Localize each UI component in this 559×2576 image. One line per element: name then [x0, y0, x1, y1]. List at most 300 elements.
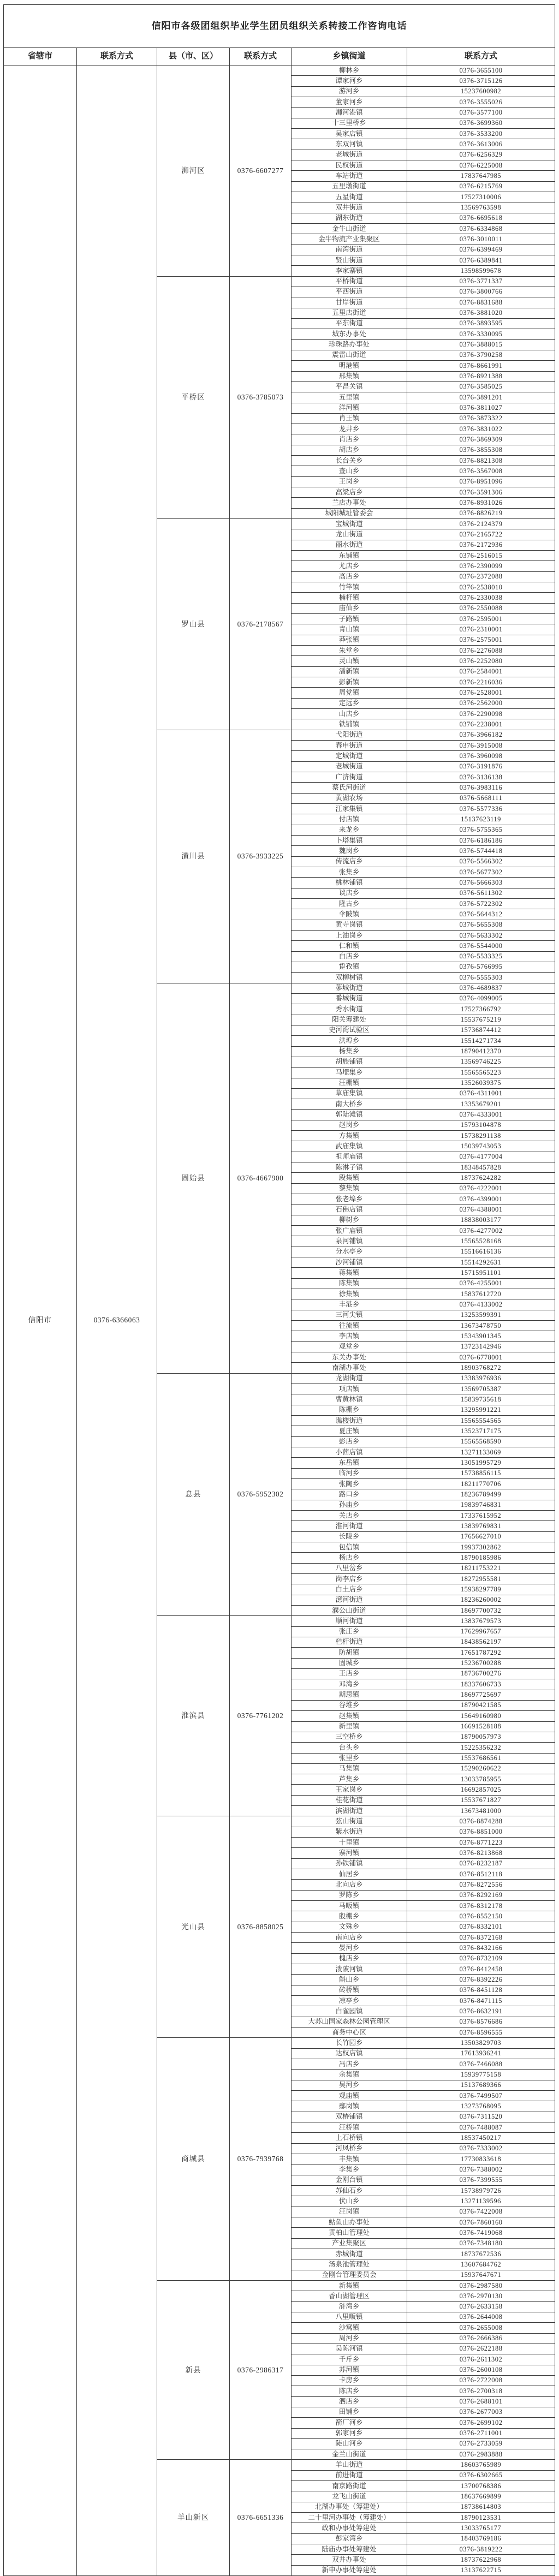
township-phone-cell: 18537450217	[407, 2133, 555, 2143]
township-phone-cell: 18738614803	[407, 2502, 555, 2512]
township-phone-cell: 0376-7399555	[407, 2175, 555, 2185]
county-name-cell: 羊山新区	[157, 2460, 230, 2576]
township-phone-cell: 0376-6334868	[407, 223, 555, 234]
township-phone-cell: 0376-2733059	[407, 2438, 555, 2449]
county-phone-cell: 0376-3785073	[230, 276, 292, 519]
township-name-cell: 泼陂河镇	[292, 1964, 407, 1975]
township-name-cell: 观庙镇	[292, 2091, 407, 2101]
township-phone-cell: 17527366792	[407, 1004, 555, 1015]
township-name-cell: 查山乡	[292, 466, 407, 476]
township-phone-cell: 13295991221	[407, 1405, 555, 1415]
township-name-cell: 踅孜镇	[292, 962, 407, 972]
township-name-cell: 平桥街道	[292, 276, 407, 287]
township-name-cell: 箭厂河乡	[292, 2418, 407, 2428]
township-name-cell: 蒋集镇	[292, 1268, 407, 1278]
county-phone-cell: 0376-3933225	[230, 730, 292, 983]
township-name-cell: 南京路街道	[292, 2481, 407, 2491]
township-name-cell: 弋阳街道	[292, 730, 407, 740]
township-name-cell: 五里墩街道	[292, 181, 407, 192]
township-phone-cell: 0376-4277002	[407, 1226, 555, 1236]
township-name-cell: 赤城街道	[292, 2249, 407, 2259]
township-phone-cell: 19839746831	[407, 1500, 555, 1510]
township-name-cell: 桂花街道	[292, 1795, 407, 1805]
township-name-cell: 子路镇	[292, 614, 407, 624]
township-name-cell: 黄寺岗镇	[292, 920, 407, 930]
township-phone-cell: 15839735618	[407, 1394, 555, 1405]
township-name-cell: 李店镇	[292, 1331, 407, 1341]
township-name-cell: 蓼城街道	[292, 983, 407, 993]
township-name-cell: 临河乡	[292, 1468, 407, 1478]
county-name-cell: 平桥区	[157, 276, 230, 519]
township-name-cell: 殷棚乡	[292, 1911, 407, 1922]
township-phone-cell: 0376-3567008	[407, 466, 555, 476]
township-phone-cell: 15137623119	[407, 814, 555, 825]
township-name-cell: 谯楼街道	[292, 1416, 407, 1426]
township-phone-cell: 0376-3790258	[407, 350, 555, 360]
township-phone-cell: 0376-2516015	[407, 551, 555, 561]
county-name-cell: 固始县	[157, 983, 230, 1373]
township-phone-cell: 0376-2711001	[407, 2428, 555, 2438]
township-name-cell: 竹竿镇	[292, 582, 407, 593]
township-name-cell: 泉河铺镇	[292, 1236, 407, 1247]
township-name-cell: 项店镇	[292, 1384, 407, 1394]
township-name-cell: 沙河铺镇	[292, 1257, 407, 1268]
contact-table-body	[4, 65, 555, 2576]
township-name-cell: 五里店街道	[292, 308, 407, 318]
township-name-cell: 定城街道	[292, 751, 407, 761]
township-name-cell: 龙湖街道	[292, 1373, 407, 1384]
township-phone-cell: 13353679201	[407, 1099, 555, 1110]
township-phone-cell: 0376-2562000	[407, 698, 555, 708]
township-phone-cell: 15225356232	[407, 1743, 555, 1753]
township-name-cell: 民权街道	[292, 160, 407, 170]
township-phone-cell: 0376-4311001	[407, 1088, 555, 1099]
township-phone-cell: 0376-2276088	[407, 646, 555, 656]
county-phone-cell: 0376-6651336	[230, 2460, 292, 2576]
township-name-cell: 潘新镇	[292, 666, 407, 677]
township-name-cell: 平西街道	[292, 287, 407, 297]
township-phone-cell: 0376-5611302	[407, 888, 555, 898]
township-name-cell: 史河湾试验区	[292, 1025, 407, 1035]
township-name-cell: 甘岸街道	[292, 297, 407, 308]
township-name-cell: 徐集镇	[292, 1289, 407, 1299]
township-name-cell: 南向店乡	[292, 1933, 407, 1943]
township-name-cell: 张陶乡	[292, 1478, 407, 1489]
township-name-cell: 震雷山街道	[292, 350, 407, 360]
township-phone-cell: 0376-8931026	[407, 498, 555, 508]
township-name-cell: 传流店乡	[292, 856, 407, 867]
township-name-cell: 北向店乡	[292, 1880, 407, 1890]
township-name-cell: 沙窝镇	[292, 2323, 407, 2333]
county-phone-cell: 0376-7939768	[230, 2038, 292, 2281]
township-name-cell: 洪埠乡	[292, 1036, 407, 1046]
township-phone-cell: 15039743053	[407, 1141, 555, 1152]
township-name-cell: 马畈镇	[292, 1901, 407, 1911]
township-name-cell: 伞陂镇	[292, 909, 407, 920]
township-phone-cell: 0376-8432166	[407, 1943, 555, 1953]
township-name-cell: 双椿铺镇	[292, 2112, 407, 2122]
township-name-cell: 番城街道	[292, 993, 407, 1004]
township-name-cell: 观堂乡	[292, 1341, 407, 1352]
township-phone-cell: 0376-7488087	[407, 2122, 555, 2132]
township-phone-cell: 13253599391	[407, 1310, 555, 1320]
township-name-cell: 卜塔集镇	[292, 835, 407, 845]
township-phone-cell: 17527310006	[407, 192, 555, 202]
township-phone-cell: 0376-2330038	[407, 593, 555, 603]
township-phone-cell: 0376-8831688	[407, 297, 555, 308]
township-phone-cell: 0376-5766995	[407, 962, 555, 972]
township-name-cell: 贤山街道	[292, 255, 407, 265]
township-name-cell: 八里畈镇	[292, 2312, 407, 2322]
township-phone-cell: 13569746225	[407, 1057, 555, 1067]
township-name-cell: 上石桥镇	[292, 2133, 407, 2143]
township-name-cell: 车站街道	[292, 171, 407, 181]
header-row	[4, 48, 555, 65]
township-name-cell: 洋河镇	[292, 403, 407, 413]
township-phone-cell: 0376-5655308	[407, 920, 555, 930]
township-phone-cell: 15514292631	[407, 1257, 555, 1268]
township-phone-cell: 0376-7311520	[407, 2112, 555, 2122]
township-phone-cell: 18737672536	[407, 2249, 555, 2259]
township-phone-cell: 16692857025	[407, 1785, 555, 1795]
township-name-cell: 张老埠乡	[292, 1194, 407, 1204]
county-phone-cell: 0376-4667900	[230, 983, 292, 1373]
township-phone-cell: 0376-5555303	[407, 973, 555, 983]
township-name-cell: 滨湖街道	[292, 1806, 407, 1816]
township-name-cell: 澺河街道	[292, 1595, 407, 1605]
township-phone-cell: 0376-2372088	[407, 571, 555, 582]
township-name-cell: 彭新镇	[292, 677, 407, 688]
township-phone-cell: 15736874412	[407, 1025, 555, 1035]
township-phone-cell: 0376-5666303	[407, 878, 555, 888]
township-phone-cell: 15937647671	[407, 2270, 555, 2280]
township-name-cell: 分水亭乡	[292, 1247, 407, 1257]
township-phone-cell: 16691528188	[407, 1721, 555, 1732]
header-county: 县（市、区）	[157, 48, 230, 65]
township-phone-cell: 17613936241	[407, 2048, 555, 2059]
township-phone-cell: 13503829703	[407, 2038, 555, 2048]
township-name-cell: 春申街道	[292, 741, 407, 751]
contact-sheet	[3, 4, 555, 2576]
township-phone-cell: 0376-8292169	[407, 1890, 555, 1900]
township-phone-cell: 0376-2172936	[407, 540, 555, 550]
township-name-cell: 新集镇	[292, 2280, 407, 2291]
township-name-cell: 紫水街道	[292, 1827, 407, 1837]
township-phone-cell: 15516616136	[407, 1247, 555, 1257]
township-name-cell: 金刚台镇	[292, 2175, 407, 2185]
township-phone-cell: 0376-2722008	[407, 2375, 555, 2386]
county-name-cell: 浉河区	[157, 65, 230, 277]
township-phone-cell: 17629967657	[407, 1626, 555, 1637]
township-name-cell: 马集镇	[292, 1763, 407, 1774]
township-name-cell: 孙庙乡	[292, 1500, 407, 1510]
township-name-cell: 周党镇	[292, 688, 407, 698]
township-phone-cell: 13523717175	[407, 1426, 555, 1436]
township-name-cell: 十里镇	[292, 1838, 407, 1848]
township-phone-cell: 15514271734	[407, 1036, 555, 1046]
township-phone-cell: 15565565223	[407, 1068, 555, 1078]
township-name-cell: 金刚台管理委员会	[292, 2270, 407, 2280]
township-phone-cell: 18790123531	[407, 2513, 555, 2523]
township-phone-cell: 0376-8451128	[407, 1985, 555, 1995]
township-phone-cell: 0376-8312178	[407, 1901, 555, 1911]
township-phone-cell: 0376-6225008	[407, 160, 555, 170]
township-name-cell: 肖店乡	[292, 434, 407, 445]
township-phone-cell: 0376-7419068	[407, 2228, 555, 2238]
township-phone-cell: 0376-8921388	[407, 371, 555, 381]
township-name-cell: 彭家湾乡	[292, 2533, 407, 2544]
township-name-cell: 李集乡	[292, 2164, 407, 2175]
township-phone-cell: 0376-5644312	[407, 909, 555, 920]
township-phone-cell: 0376-7499507	[407, 2091, 555, 2101]
township-phone-cell: 0376-2252080	[407, 656, 555, 666]
township-name-cell: 弦山街道	[292, 1816, 407, 1827]
township-name-cell: 南大桥乡	[292, 1099, 407, 1110]
township-name-cell: 广济街道	[292, 772, 407, 782]
header-city: 省辖市	[4, 48, 77, 65]
header-city-contact: 联系方式	[77, 48, 157, 65]
township-phone-cell: 0376-6695618	[407, 213, 555, 223]
township-phone-cell: 18438562197	[407, 1637, 555, 1647]
township-name-cell: 肖王镇	[292, 413, 407, 424]
township-name-cell: 杨集乡	[292, 1046, 407, 1057]
township-name-cell: 王家岗乡	[292, 1785, 407, 1795]
contact-table	[3, 4, 555, 2576]
township-phone-cell: 0376-8412458	[407, 1964, 555, 1975]
header-township-contact: 联系方式	[407, 48, 555, 65]
township-phone-cell: 0376-3577100	[407, 108, 555, 118]
township-name-cell: 斛山乡	[292, 1975, 407, 1985]
township-name-cell: 双井街道	[292, 202, 407, 213]
township-name-cell: 鄢岗镇	[292, 2101, 407, 2112]
township-name-cell: 苏河镇	[292, 2365, 407, 2375]
township-name-cell: 包信镇	[292, 1542, 407, 1552]
township-name-cell: 城阳城址管委会	[292, 508, 407, 518]
township-name-cell: 卡房乡	[292, 2375, 407, 2386]
township-name-cell: 仁和镇	[292, 941, 407, 951]
township-phone-cell: 17656627010	[407, 1531, 555, 1542]
township-name-cell: 城东办事处	[292, 329, 407, 339]
township-name-cell: 赵岗乡	[292, 1120, 407, 1130]
township-name-cell: 栏杆街道	[292, 1637, 407, 1647]
township-name-cell: 方集镇	[292, 1131, 407, 1141]
county-name-cell: 罗山县	[157, 519, 230, 730]
township-phone-cell: 13271133069	[407, 1447, 555, 1457]
township-name-cell: 杨店乡	[292, 1553, 407, 1563]
township-name-cell: 张里乡	[292, 1753, 407, 1763]
township-name-cell: 张广庙镇	[292, 1226, 407, 1236]
township-phone-cell: 0376-5633302	[407, 930, 555, 940]
township-phone-cell: 0376-8471115	[407, 1996, 555, 2006]
township-phone-cell: 0376-4177004	[407, 1152, 555, 1162]
city-name-cell: 信阳市	[4, 65, 77, 2576]
township-phone-cell: 0376-5577336	[407, 803, 555, 814]
township-phone-cell: 0376-3869309	[407, 434, 555, 445]
township-name-cell: 田铺乡	[292, 2407, 407, 2417]
county-name-cell: 新县	[157, 2280, 230, 2460]
township-name-cell: 白土店乡	[292, 1584, 407, 1595]
township-name-cell: 阳关筹建处	[292, 1015, 407, 1025]
township-phone-cell: 0376-5668111	[407, 793, 555, 803]
township-name-cell: 陈棚乡	[292, 1405, 407, 1415]
township-phone-cell: 0376-8392226	[407, 1975, 555, 1985]
township-name-cell: 三河尖镇	[292, 1310, 407, 1320]
township-phone-cell: 0376-8272556	[407, 1880, 555, 1890]
township-name-cell: 南湖办事处	[292, 1363, 407, 1373]
township-phone-cell: 18348457828	[407, 1162, 555, 1173]
township-name-cell: 往流镇	[292, 1321, 407, 1331]
township-name-cell: 河凤桥乡	[292, 2143, 407, 2154]
township-name-cell: 柳林乡	[292, 65, 407, 76]
township-name-cell: 台头乡	[292, 1743, 407, 1753]
township-phone-cell: 15715951101	[407, 1268, 555, 1278]
township-phone-cell: 0376-4255001	[407, 1278, 555, 1289]
township-phone-cell: 0376-3811027	[407, 403, 555, 413]
township-phone-cell: 13051995729	[407, 1458, 555, 1468]
title-row	[4, 5, 555, 48]
township-phone-cell: 0376-8332101	[407, 1922, 555, 1932]
township-name-cell: 隆古乡	[292, 898, 407, 909]
county-phone-cell: 0376-7761202	[230, 1616, 292, 1816]
township-name-cell: 羊山街道	[292, 2460, 407, 2470]
township-name-cell: 上油岗乡	[292, 930, 407, 940]
township-name-cell: 来龙乡	[292, 825, 407, 835]
township-name-cell: 郭陆滩镇	[292, 1110, 407, 1120]
township-name-cell: 泗店乡	[292, 2396, 407, 2407]
township-phone-cell: 0376-3819222	[407, 2544, 555, 2555]
township-name-cell: 湖东街道	[292, 213, 407, 223]
township-phone-cell: 0376-2584001	[407, 666, 555, 677]
township-name-cell: 郭家河乡	[292, 2428, 407, 2438]
township-phone-cell: 18211770706	[407, 1478, 555, 1489]
township-name-cell: 江家集镇	[292, 803, 407, 814]
township-phone-cell: 0376-4133002	[407, 1299, 555, 1310]
township-phone-cell: 0376-3585025	[407, 381, 555, 392]
township-phone-cell: 0376-3873322	[407, 413, 555, 424]
township-name-cell: 政和办事处筹建处	[292, 2523, 407, 2533]
township-name-cell: 定远乡	[292, 698, 407, 708]
township-name-cell: 丽水街道	[292, 540, 407, 550]
township-name-cell: 黄柏山管理处	[292, 2228, 407, 2238]
township-phone-cell: 15137689366	[407, 2080, 555, 2090]
township-name-cell: 新里镇	[292, 1721, 407, 1732]
township-phone-cell: 18697725697	[407, 1690, 555, 1700]
township-name-cell: 明港镇	[292, 361, 407, 371]
township-name-cell: 罗陈乡	[292, 1890, 407, 1900]
township-phone-cell: 0376-2677003	[407, 2407, 555, 2417]
township-name-cell: 香山湖管理区	[292, 2291, 407, 2301]
township-phone-cell: 0376-3888015	[407, 339, 555, 350]
township-phone-cell: 15565568590	[407, 1436, 555, 1447]
township-phone-cell: 0376-6778001	[407, 1352, 555, 1363]
township-phone-cell: 0376-2290098	[407, 709, 555, 719]
township-name-cell: 铁铺镇	[292, 719, 407, 730]
township-name-cell: 伏山乡	[292, 2196, 407, 2207]
township-name-cell: 陡山河乡	[292, 2438, 407, 2449]
township-phone-cell: 0376-2216036	[407, 677, 555, 688]
township-name-cell: 周河乡	[292, 2333, 407, 2344]
township-phone-cell: 15939775158	[407, 2070, 555, 2080]
township-name-cell: 双井办事处	[292, 2555, 407, 2565]
township-phone-cell: 0376-3960098	[407, 751, 555, 761]
township-phone-cell: 15837612720	[407, 1289, 555, 1299]
township-name-cell: 东铺镇	[292, 551, 407, 561]
township-name-cell: 秀水街道	[292, 1004, 407, 1015]
township-phone-cell: 0376-2699102	[407, 2418, 555, 2428]
township-phone-cell: 13673478750	[407, 1321, 555, 1331]
township-name-cell: 浒湾乡	[292, 2301, 407, 2312]
township-phone-cell: 0376-2595001	[407, 614, 555, 624]
page-title: 信阳市各级团组织毕业学生团员组织关系转接工作咨询电话	[4, 5, 555, 48]
township-phone-cell: 0376-3771337	[407, 276, 555, 287]
township-phone-cell: 19937302862	[407, 1542, 555, 1552]
township-name-cell: 陆庙办事处筹建处	[292, 2544, 407, 2555]
township-name-cell: 付店镇	[292, 814, 407, 825]
township-name-cell: 陈店乡	[292, 2386, 407, 2396]
township-name-cell: 龙山街道	[292, 529, 407, 540]
township-name-cell: 高粱店乡	[292, 487, 407, 498]
township-phone-cell: 15537675219	[407, 1015, 555, 1025]
township-phone-cell: 15938297789	[407, 1584, 555, 1595]
township-phone-cell: 0376-8771223	[407, 1838, 555, 1848]
township-phone-cell: 0376-3893595	[407, 318, 555, 329]
township-name-cell: 汪岗镇	[292, 2207, 407, 2217]
township-name-cell: 十三里桥乡	[292, 118, 407, 128]
township-phone-cell: 0376-4388001	[407, 1204, 555, 1215]
city-phone-cell: 0376-6366063	[77, 65, 157, 2576]
township-name-cell: 蔡氏河街道	[292, 783, 407, 793]
township-phone-cell: 13607684762	[407, 2259, 555, 2270]
township-phone-cell: 18790185986	[407, 1553, 555, 1563]
township-name-cell: 丰集镇	[292, 2154, 407, 2164]
township-phone-cell: 18736700276	[407, 1668, 555, 1679]
township-name-cell: 千斤乡	[292, 2354, 407, 2365]
township-phone-cell: 0376-5755365	[407, 825, 555, 835]
township-phone-cell: 18236789499	[407, 1489, 555, 1500]
township-phone-cell: 0376-2611302	[407, 2354, 555, 2365]
township-name-cell: 平东街道	[292, 318, 407, 329]
township-phone-cell: 15236700288	[407, 1658, 555, 1668]
township-phone-cell: 0376-8851000	[407, 1827, 555, 1837]
township-name-cell: 防胡镇	[292, 1648, 407, 1658]
township-phone-cell: 0376-3591306	[407, 487, 555, 498]
township-name-cell: 王岗乡	[292, 476, 407, 487]
township-phone-cell: 0376-3891201	[407, 392, 555, 403]
township-name-cell: 丰港乡	[292, 1299, 407, 1310]
township-name-cell: 小茴店镇	[292, 1447, 407, 1457]
township-name-cell: 路口乡	[292, 1489, 407, 1500]
township-name-cell: 朱堂乡	[292, 646, 407, 656]
township-name-cell: 顺河街道	[292, 1616, 407, 1626]
township-phone-cell: 18737622968	[407, 2555, 555, 2565]
township-name-cell: 凉亭乡	[292, 1996, 407, 2006]
township-name-cell: 期思镇	[292, 1690, 407, 1700]
township-phone-cell: 0376-2633158	[407, 2301, 555, 2312]
township-name-cell: 老城街道	[292, 761, 407, 772]
township-name-cell: 苏仙石乡	[292, 2185, 407, 2196]
township-name-cell: 吴家店镇	[292, 128, 407, 139]
township-phone-cell: 13569705387	[407, 1384, 555, 1394]
township-name-cell: 黎集镇	[292, 1183, 407, 1194]
township-name-cell: 楠杆镇	[292, 593, 407, 603]
township-name-cell: 汤泉池管理处	[292, 2259, 407, 2270]
township-name-cell: 孙铁铺镇	[292, 1858, 407, 1869]
township-name-cell: 黄湖农场	[292, 793, 407, 803]
township-name-cell: 龙井乡	[292, 424, 407, 434]
township-name-cell: 夏庄镇	[292, 1426, 407, 1436]
township-name-cell: 李家寨镇	[292, 266, 407, 276]
township-name-cell: 谭家河乡	[292, 76, 407, 86]
